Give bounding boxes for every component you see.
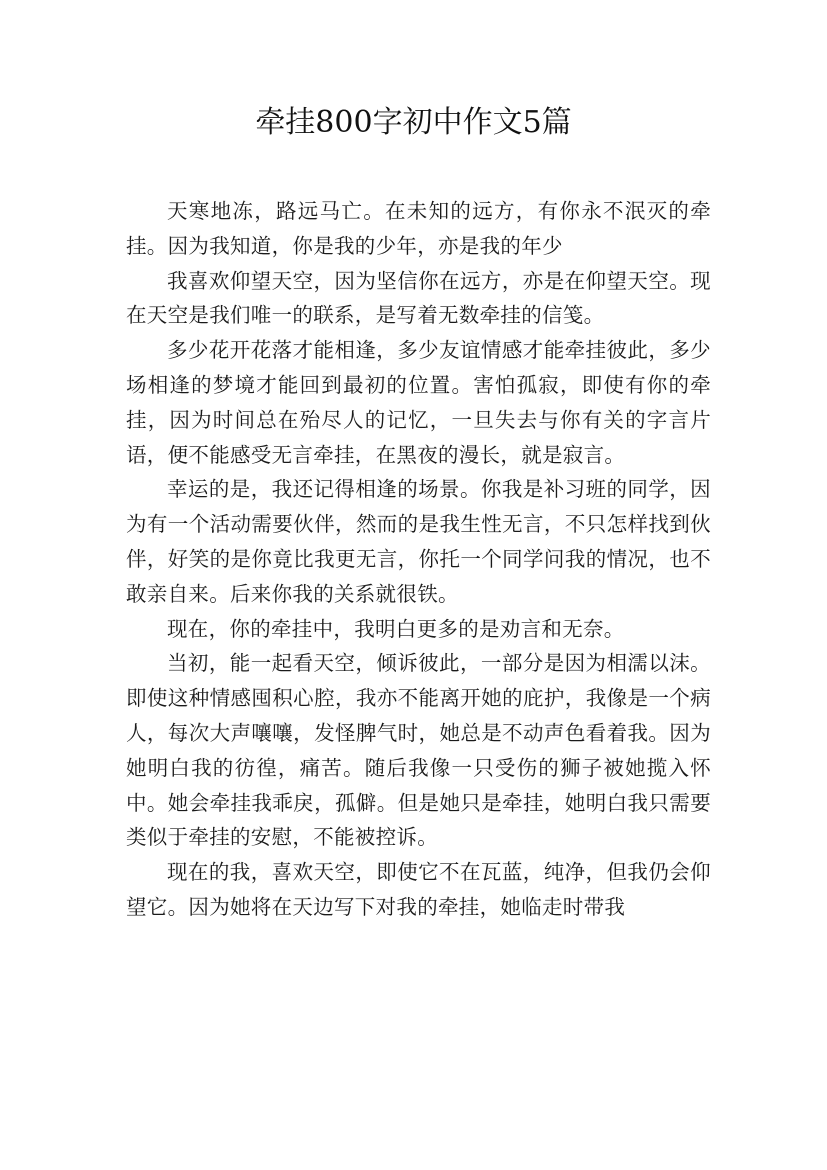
paragraph: 当初，能一起看天空，倾诉彼此，一部分是因为相濡以沫。即使这种情感囤积心腔，我亦不能离开她的庇护，我像是一个病人，每次大声嚷嚷，发怪脾气时，她总是不动声色看着我。因为她明白我的彷徨，痛苦。随后我像一只受伤的狮子被她揽入怀中。她会牵挂我乖戾，孤僻。但是她只是牵挂，她明白我只需要类似于牵挂的安慰，不能被控诉。 xyxy=(126,651,711,850)
document-body xyxy=(126,194,711,925)
paragraph: 幸运的是，我还记得相逢的场景。你我是补习班的同学，因为有一个活动需要伙伴，然而的是我生性无言，不只怎样找到伙伴，好笑的是你竟比我更无言，你托一个同学问我的情况，也不敢亲自来。后来你我的关系就很铁。 xyxy=(126,477,711,606)
paragraph: 现在的我，喜欢天空，即使它不在瓦蓝，纯净，但我仍会仰望它。因为她将在天边写下对我的牵挂，她临走时带我 xyxy=(126,860,711,919)
paragraph: 多少花开花落才能相逢，多少友谊情感才能牵挂彼此，多少场相逢的梦境才能回到最初的位置。害怕孤寂，即使有你的牵挂，因为时间总在殆尽人的记忆，一旦失去与你有关的字言片语，便不能感受无言牵挂，在黑夜的漫长，就是寂言。 xyxy=(126,338,711,467)
document-title: 牵挂800字初中作文5篇 xyxy=(255,105,572,140)
paragraph: 我喜欢仰望天空，因为坚信你在远方，亦是在仰望天空。现在天空是我们唯一的联系，是写着无数牵挂的信笺。 xyxy=(126,268,711,328)
paragraph: 天寒地冻，路远马亡。在未知的远方，有你永不泯灭的牵挂。因为我知道，你是我的少年，亦是我的年少 xyxy=(126,199,711,258)
paragraph: 现在，你的牵挂中，我明白更多的是劝言和无奈。 xyxy=(167,616,625,641)
